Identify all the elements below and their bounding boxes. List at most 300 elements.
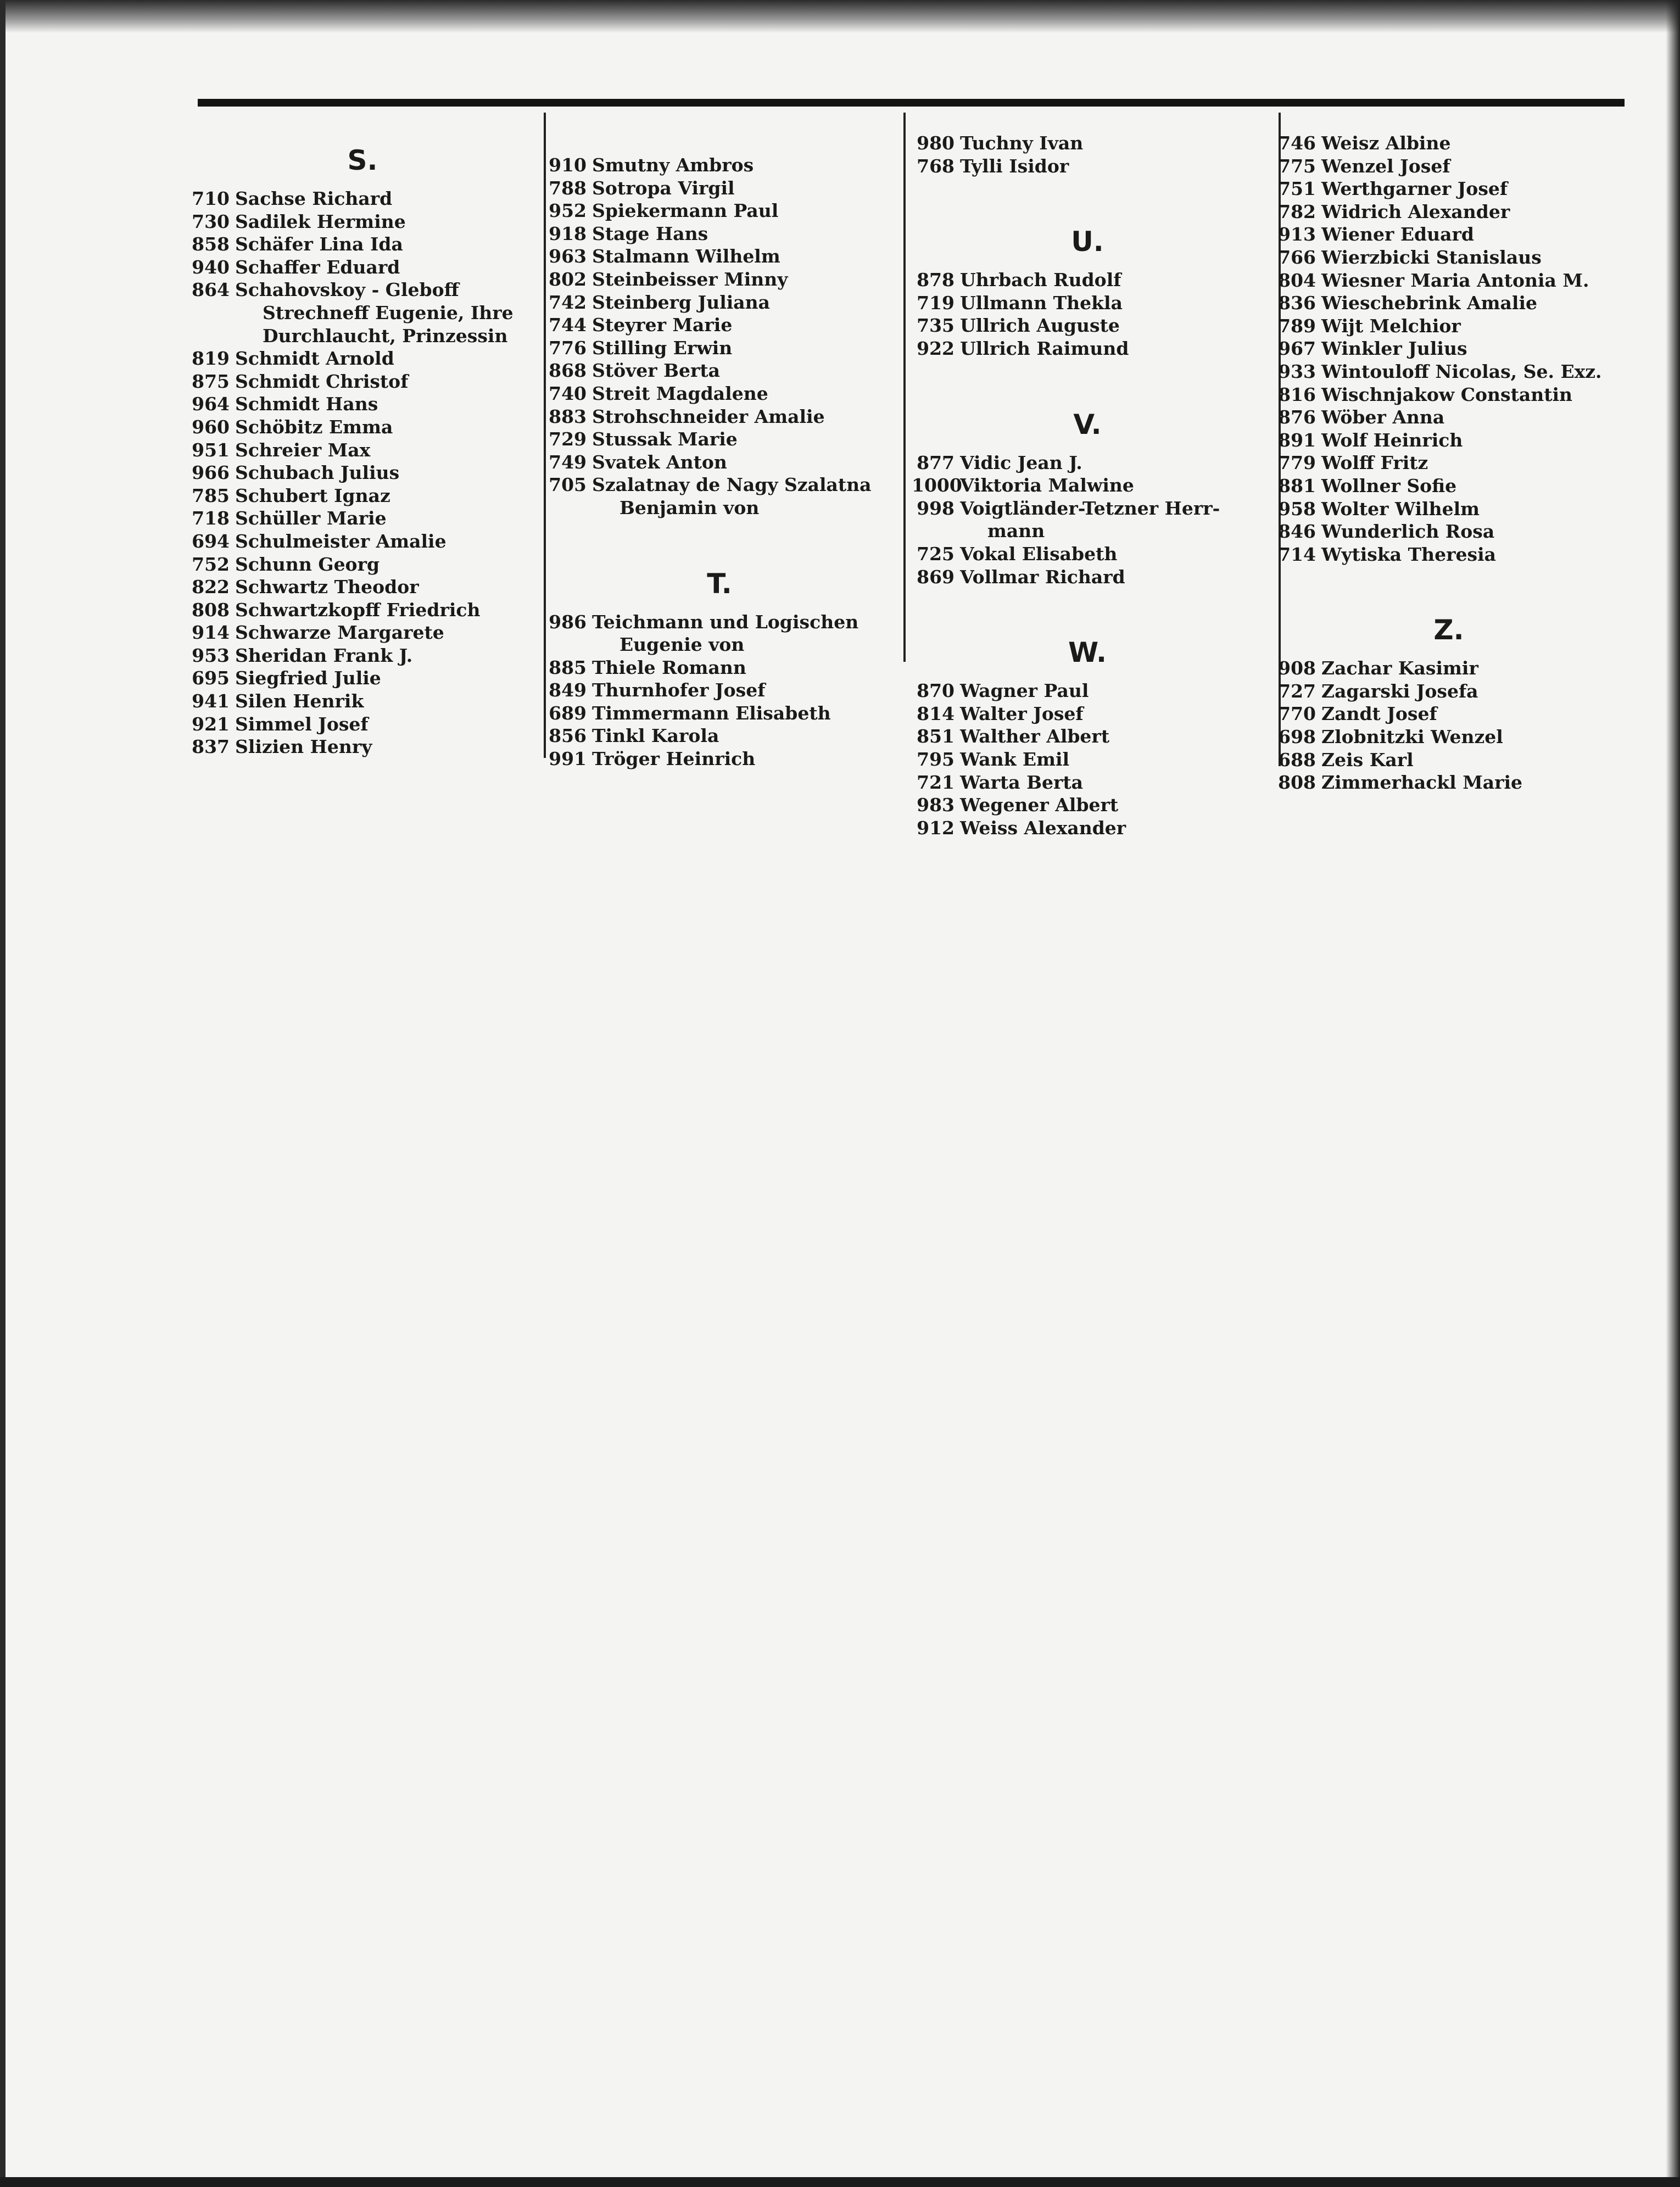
entry-name: Schulmeister Amalie — [235, 530, 446, 552]
letter-heading: V. — [1073, 408, 1102, 440]
entry-number: 967 — [1278, 338, 1316, 360]
index-entry — [544, 451, 895, 474]
entry-name: Schmidt Christof — [235, 370, 409, 392]
entry-number: 814 — [917, 702, 955, 724]
index-entry — [912, 725, 1263, 748]
index-entry — [187, 667, 538, 690]
entry-number: 836 — [1278, 292, 1316, 314]
entry-name-block — [1321, 451, 1625, 475]
entry-name-block — [235, 507, 538, 530]
entry-number: 951 — [192, 439, 230, 461]
entry-name-block — [1321, 771, 1625, 794]
entry-name: Schahovskoy - Gleboff — [235, 279, 459, 301]
entry-number: 940 — [192, 256, 230, 278]
entry-name-block — [1321, 132, 1625, 155]
entry-name: Sotropa Virgil — [592, 177, 735, 199]
entry-name-block — [235, 278, 538, 347]
column-divider-2 — [903, 113, 906, 662]
entry-number: 918 — [549, 222, 587, 244]
entry-name: Schwartz Theodor — [235, 576, 419, 598]
index-entry — [544, 154, 895, 177]
index-entry — [187, 507, 538, 530]
index-entry — [1273, 292, 1625, 315]
entry-number: 816 — [1278, 383, 1316, 405]
entry-number: 891 — [1278, 429, 1316, 451]
index-entry — [187, 621, 538, 644]
section-gap — [1273, 566, 1625, 599]
entry-name-block — [592, 359, 895, 382]
entry-name: Wolf Heinrich — [1321, 429, 1463, 451]
entry-name: Schwarze Margarete — [235, 622, 444, 644]
index-entry — [187, 735, 538, 758]
entry-number: 752 — [192, 553, 230, 575]
scan-border-top — [0, 0, 1680, 33]
entry-name-block — [592, 222, 895, 246]
index-entry — [187, 484, 538, 507]
entry-name-block — [960, 497, 1263, 543]
entry-number: 695 — [192, 667, 230, 689]
entry-name-block — [592, 268, 895, 291]
entry-number: 770 — [1278, 703, 1316, 725]
index-entry — [1273, 749, 1625, 772]
entry-number: 782 — [1278, 200, 1316, 222]
entry-name: Wegener Albert — [960, 794, 1119, 816]
entry-name-block — [1321, 155, 1625, 178]
entry-name: Uhrbach Rudolf — [960, 269, 1121, 291]
index-entry — [1273, 360, 1625, 383]
entry-name-block — [1321, 520, 1625, 543]
entry-name-block — [235, 256, 538, 279]
entry-name: Vidic Jean J. — [960, 451, 1082, 473]
entry-number: 964 — [192, 393, 230, 415]
entry-name-block — [592, 656, 895, 679]
entry-name-block — [235, 370, 538, 393]
entry-name: Walter Josef — [960, 702, 1084, 724]
entry-number: 914 — [192, 622, 230, 644]
entry-name: Weisz Albine — [1321, 132, 1451, 154]
entry-name: Wytiska Theresia — [1321, 543, 1497, 565]
entry-name-block — [235, 621, 538, 644]
entry-name: Wiener Eduard — [1321, 224, 1474, 246]
entry-name: Schreier Max — [235, 439, 371, 461]
entry-number: 963 — [549, 246, 587, 267]
entry-number: 983 — [917, 794, 955, 816]
index-entry — [544, 724, 895, 747]
entry-name-block — [960, 474, 1263, 497]
index-entry — [1273, 498, 1625, 521]
entry-name-block — [1321, 657, 1625, 680]
entry-name: Schunn Georg — [235, 553, 380, 575]
entry-name-block — [960, 748, 1263, 771]
entry-name: Tröger Heinrich — [592, 748, 756, 770]
entry-number: 749 — [549, 451, 587, 473]
entry-number: 725 — [917, 543, 955, 565]
entry-name-block — [592, 702, 895, 725]
index-entry — [544, 268, 895, 291]
entry-name-block — [592, 177, 895, 200]
index-entry — [1273, 132, 1625, 155]
entry-name: Szalatnay de Nagy Szalatna — [592, 474, 872, 496]
entry-name-block — [235, 576, 538, 599]
index-entry — [1273, 406, 1625, 429]
entry-number: 933 — [1278, 360, 1316, 382]
entry-name: Wunderlich Rosa — [1321, 521, 1495, 543]
index-entry — [544, 337, 895, 360]
index-entry — [544, 656, 895, 679]
entry-number: 768 — [917, 155, 955, 177]
entry-name-block — [1321, 475, 1625, 498]
entry-name-block — [235, 439, 538, 462]
entry-number: 986 — [549, 611, 587, 633]
entry-name: Thiele Romann — [592, 656, 746, 678]
entry-number: 846 — [1278, 521, 1316, 543]
entry-name: Viktoria Malwine — [960, 475, 1134, 496]
index-entry — [1273, 429, 1625, 452]
entry-name-block — [1321, 337, 1625, 360]
entry-number: 998 — [917, 497, 955, 519]
entry-name-block — [592, 382, 895, 405]
entry-name: Zimmerhackl Marie — [1321, 772, 1523, 794]
entry-number: 819 — [192, 348, 230, 370]
entry-name: Stilling Erwin — [592, 337, 733, 359]
index-entry — [912, 566, 1263, 589]
entry-number: 721 — [917, 771, 955, 793]
entry-number: 837 — [192, 736, 230, 758]
index-entry — [544, 473, 895, 519]
entry-name-block — [235, 416, 538, 439]
scan-border-bottom — [0, 2177, 1680, 2187]
index-entry — [912, 817, 1263, 840]
entry-number: 885 — [549, 656, 587, 678]
entry-number: 877 — [917, 451, 955, 473]
entry-name: Werthgarner Josef — [1321, 178, 1508, 200]
entry-number: 922 — [917, 337, 955, 359]
entry-name: Wollner Sofie — [1321, 475, 1457, 496]
entry-name: Voigtländer-Tetzner Herr- — [960, 497, 1220, 519]
entry-name-block — [592, 405, 895, 428]
entry-name: Smutny Ambros — [592, 154, 754, 176]
index-entry — [187, 553, 538, 576]
entry-number: 694 — [192, 530, 230, 552]
entry-number: 953 — [192, 644, 230, 666]
entry-number: 729 — [549, 428, 587, 450]
index-entry — [1273, 475, 1625, 498]
scan-border-left — [0, 0, 5, 2187]
index-entry — [544, 359, 895, 382]
entry-name: Timmermann Elisabeth — [592, 702, 831, 724]
index-entry — [1273, 383, 1625, 406]
index-entry — [187, 416, 538, 439]
entry-name-block — [960, 155, 1263, 178]
entry-number: 849 — [549, 679, 587, 701]
index-entry — [1273, 155, 1625, 178]
entry-name: Schaffer Eduard — [235, 256, 400, 278]
entry-number: 710 — [192, 188, 230, 209]
entry-name-block — [235, 667, 538, 690]
index-entry — [187, 530, 538, 553]
entry-name: Zachar Kasimir — [1321, 657, 1478, 679]
entry-number: 878 — [917, 269, 955, 291]
entry-name-block — [960, 725, 1263, 748]
letter-heading: W. — [1068, 637, 1107, 669]
entry-number: 822 — [192, 576, 230, 598]
index-column-2 — [544, 154, 895, 771]
entry-name: Sachse Richard — [235, 188, 393, 209]
entry-name: Wagner Paul — [960, 680, 1089, 702]
entry-name: Tuchny Ivan — [960, 132, 1084, 154]
entry-name: Zandt Josef — [1321, 703, 1437, 725]
index-entry — [912, 794, 1263, 817]
section-gap — [912, 588, 1263, 621]
index-entry — [1273, 223, 1625, 246]
entry-number: 870 — [917, 680, 955, 702]
entry-number: 788 — [549, 177, 587, 199]
index-entry — [912, 543, 1263, 566]
entry-number: 960 — [192, 416, 230, 438]
entry-number: 958 — [1278, 498, 1316, 520]
entry-name: Zeis Karl — [1321, 749, 1414, 771]
entry-name-block — [960, 794, 1263, 817]
section-gap — [912, 360, 1263, 393]
entry-name: Schüller Marie — [235, 507, 387, 529]
entry-name-block — [1321, 406, 1625, 429]
entry-name-block — [235, 210, 538, 233]
entry-name-block — [960, 337, 1263, 360]
entry-number: 991 — [549, 748, 587, 770]
entry-number: 742 — [549, 291, 587, 313]
section-gap — [544, 520, 895, 553]
entry-name-block — [1321, 269, 1625, 292]
entry-name: Spiekermann Paul — [592, 200, 779, 222]
entry-name: Ullmann Thekla — [960, 292, 1123, 314]
entry-name-block — [1321, 177, 1625, 200]
entry-name-block — [1321, 726, 1625, 749]
entry-name: Schwartzkopff Friedrich — [235, 599, 481, 621]
index-entry — [1273, 771, 1625, 794]
index-entry — [912, 771, 1263, 794]
entry-number: 785 — [192, 484, 230, 506]
entry-number: 858 — [192, 233, 230, 255]
entry-name-block — [592, 291, 895, 314]
entry-name: Winkler Julius — [1321, 338, 1467, 360]
entry-name-block — [592, 747, 895, 771]
entry-name: Wiesner Maria Antonia M. — [1321, 269, 1589, 291]
entry-number: 966 — [192, 462, 230, 484]
entry-name: Vollmar Richard — [960, 566, 1125, 588]
entry-number: 779 — [1278, 452, 1316, 474]
index-entry — [544, 747, 895, 771]
entry-name: Wierzbicki Stanislaus — [1321, 246, 1542, 268]
entry-name-block — [1321, 749, 1625, 772]
index-entry — [912, 269, 1263, 292]
entry-number: 804 — [1278, 269, 1316, 291]
index-entry — [912, 748, 1263, 771]
index-entry — [187, 370, 538, 393]
entry-number: 730 — [192, 210, 230, 232]
entry-number: 775 — [1278, 155, 1316, 177]
entry-name-block — [1321, 543, 1625, 566]
index-entry — [1273, 520, 1625, 543]
index-entry — [1273, 337, 1625, 360]
index-entry — [544, 382, 895, 405]
entry-name: Steyrer Marie — [592, 314, 733, 336]
entry-name: Wolff Fritz — [1321, 452, 1428, 474]
index-entry — [544, 405, 895, 428]
index-entry — [544, 611, 895, 656]
entry-name: Wank Emil — [960, 748, 1070, 770]
entry-name: Thurnhofer Josef — [592, 679, 766, 701]
entry-name-block — [235, 553, 538, 576]
entry-number: 912 — [917, 817, 955, 839]
entry-name-block — [592, 679, 895, 702]
entry-number: 689 — [549, 702, 587, 724]
entry-name-block — [235, 599, 538, 622]
letter-heading: S. — [347, 144, 378, 176]
index-entry — [544, 314, 895, 337]
entry-name-block — [592, 337, 895, 360]
index-entry — [544, 199, 895, 222]
index-entry — [912, 474, 1263, 497]
entry-number: 868 — [549, 360, 587, 382]
entry-name-block — [592, 199, 895, 222]
index-entry — [1273, 269, 1625, 292]
index-entry — [1273, 657, 1625, 680]
entry-name: Silen Henrik — [235, 690, 364, 712]
entry-name: Wenzel Josef — [1321, 155, 1450, 177]
entry-name: Schmidt Hans — [235, 393, 378, 415]
entry-number: 719 — [917, 292, 955, 314]
entry-name-block — [592, 314, 895, 337]
entry-name-block — [1321, 702, 1625, 726]
entry-number: 910 — [549, 154, 587, 176]
entry-name: Stage Hans — [592, 222, 708, 244]
entry-name-block — [592, 451, 895, 474]
index-entry — [912, 451, 1263, 475]
entry-name-block — [1321, 383, 1625, 406]
index-entry — [1273, 246, 1625, 269]
entry-number: 980 — [917, 132, 955, 154]
entry-name: Sadilek Hermine — [235, 210, 406, 232]
entry-name-block — [960, 292, 1263, 315]
entry-name-block — [960, 543, 1263, 566]
entry-name: Ullrich Raimund — [960, 337, 1129, 359]
entry-name-block — [1321, 292, 1625, 315]
entry-name: Simmel Josef — [235, 713, 369, 735]
entry-name-block — [235, 644, 538, 667]
entry-name: Wolter Wilhelm — [1321, 498, 1480, 520]
entry-number: 698 — [1278, 726, 1316, 748]
index-entry — [187, 187, 538, 210]
entry-name: Stussak Marie — [592, 428, 738, 450]
entry-number: 883 — [549, 405, 587, 427]
entry-name-block — [235, 484, 538, 507]
index-entry — [544, 222, 895, 246]
entry-name: Slizien Henry — [235, 736, 372, 758]
entry-number: 875 — [192, 370, 230, 392]
entry-name: Steinbeisser Minny — [592, 268, 788, 290]
index-entry — [912, 337, 1263, 360]
index-entry — [544, 702, 895, 725]
index-entry — [187, 576, 538, 599]
entry-name-block — [235, 461, 538, 484]
entry-number: 952 — [549, 200, 587, 222]
index-column-1 — [187, 129, 538, 758]
entry-name-block — [235, 233, 538, 256]
entry-name: Strohschneider Amalie — [592, 405, 825, 427]
entry-name: Tinkl Karola — [592, 725, 719, 747]
section-gap — [912, 177, 1263, 210]
index-entry — [1273, 680, 1625, 703]
index-entry — [187, 347, 538, 370]
index-entry — [187, 644, 538, 667]
index-entry — [1273, 315, 1625, 338]
entry-name: Teichmann und Logischen — [592, 611, 859, 633]
entry-number: 856 — [549, 725, 587, 747]
entry-name: Ullrich Auguste — [960, 315, 1120, 337]
entry-name: Wintouloff Nicolas, Se. Exz. — [1321, 360, 1602, 382]
index-entry — [187, 256, 538, 279]
entry-name-block — [960, 451, 1263, 475]
header-rule — [198, 99, 1625, 107]
index-column-4 — [1273, 132, 1625, 794]
entry-name-block — [592, 245, 895, 268]
entry-name-block — [592, 724, 895, 747]
index-entry — [187, 233, 538, 256]
entry-name-block — [1321, 680, 1625, 703]
entry-name: Steinberg Juliana — [592, 291, 771, 313]
entry-number: 795 — [917, 748, 955, 770]
entry-number: 1000 — [912, 475, 962, 496]
entry-number: 789 — [1278, 315, 1316, 337]
entry-name: Weiss Alexander — [960, 817, 1126, 839]
entry-name: Widrich Alexander — [1321, 200, 1510, 222]
entry-number: 864 — [192, 279, 230, 301]
letter-heading: U. — [1071, 226, 1104, 258]
entry-name-block — [1321, 429, 1625, 452]
entry-name-block — [960, 771, 1263, 794]
letter-heading: Z. — [1433, 614, 1464, 646]
entry-name-block — [235, 187, 538, 210]
index-entry — [912, 155, 1263, 178]
entry-number: 913 — [1278, 224, 1316, 246]
index-entry — [544, 291, 895, 314]
index-entry — [912, 702, 1263, 726]
letter-heading: T. — [707, 567, 732, 600]
entry-name: Wijt Melchior — [1321, 315, 1461, 337]
index-entry — [187, 439, 538, 462]
entry-name: Wieschebrink Amalie — [1321, 292, 1537, 314]
entry-number: 744 — [549, 314, 587, 336]
entry-name: Wöber Anna — [1321, 406, 1445, 428]
entry-number: 941 — [192, 690, 230, 712]
entry-name: Tylli Isidor — [960, 155, 1069, 177]
entry-number: 808 — [192, 599, 230, 621]
entry-number: 735 — [917, 315, 955, 337]
entry-number: 876 — [1278, 406, 1316, 428]
entry-name: Sheridan Frank J. — [235, 644, 413, 666]
index-entry — [1273, 726, 1625, 749]
entry-number: 808 — [1278, 772, 1316, 794]
entry-number: 751 — [1278, 178, 1316, 200]
entry-number: 776 — [549, 337, 587, 359]
entry-number: 714 — [1278, 543, 1316, 565]
index-entry — [1273, 543, 1625, 566]
index-entry — [187, 393, 538, 416]
index-column-3 — [912, 132, 1263, 839]
entry-number: 718 — [192, 507, 230, 529]
index-entry — [912, 314, 1263, 337]
entry-name: Vokal Elisabeth — [960, 543, 1118, 565]
